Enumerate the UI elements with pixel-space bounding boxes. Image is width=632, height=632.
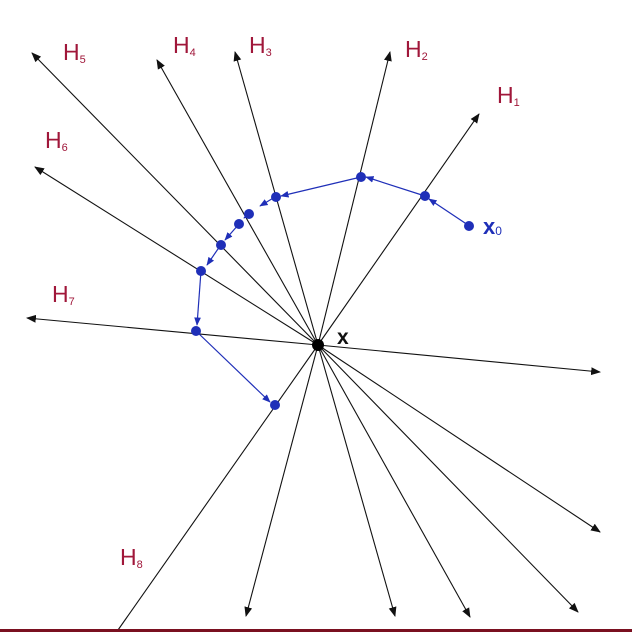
label-H3-sub: 3 — [265, 47, 272, 59]
start-label-sub: 0 — [495, 224, 502, 238]
hyperplane-H2-lower — [318, 345, 395, 616]
hyperplane-H2-line — [318, 52, 390, 345]
label-H4-sub: 4 — [189, 47, 196, 59]
hyperplane-H4-line — [157, 60, 318, 345]
hyperplane-H5-lower — [318, 345, 600, 532]
iterate-point-x9 — [270, 400, 280, 410]
label-H5 — [63, 39, 86, 66]
hyperplane-H8-line — [118, 345, 318, 630]
label-H2-main: H — [405, 36, 422, 62]
label-H2 — [405, 36, 428, 63]
hyperplane-H1-line — [318, 114, 479, 345]
label-H4 — [173, 32, 196, 59]
start-label — [483, 214, 502, 239]
label-H3-main: H — [249, 32, 266, 58]
iterate-point-x3 — [271, 192, 281, 202]
iterate-point-x7 — [196, 266, 206, 276]
center-label: x — [337, 326, 349, 349]
hyperplane-H1-lower — [318, 345, 578, 612]
label-H7-sub: 7 — [68, 296, 75, 308]
iterate-point-x1 — [420, 191, 430, 201]
label-H5-main: H — [63, 39, 80, 65]
label-H6-main: H — [45, 127, 62, 153]
iterate-point-x4 — [244, 209, 254, 219]
label-H6-sub: 6 — [61, 142, 68, 154]
hyperplane-lines — [27, 52, 600, 630]
hyperplane-H7-line — [27, 318, 318, 345]
label-H7-main: H — [52, 281, 69, 307]
label-H4-main: H — [173, 32, 190, 58]
label-H1-main: H — [497, 82, 514, 108]
hyperplane-H3-lower — [246, 345, 318, 616]
path-step-3 — [281, 177, 361, 196]
label-H8-main: H — [120, 544, 137, 570]
iterate-point-x6 — [216, 240, 226, 250]
iterate-point-x0 — [464, 221, 474, 231]
start-label-main: x — [483, 214, 496, 239]
center-point-x — [312, 339, 324, 351]
path-step-9 — [196, 331, 270, 402]
label-H3 — [249, 32, 272, 59]
label-H7 — [52, 281, 75, 308]
path-step-1 — [429, 199, 468, 225]
iterate-point-x2 — [356, 172, 366, 182]
path-step-2 — [366, 177, 425, 196]
label-H1 — [497, 82, 520, 109]
label-H8 — [120, 544, 143, 571]
label-H5-sub: 5 — [79, 54, 86, 66]
label-H8-sub: 8 — [136, 559, 143, 571]
hyperplane-H4-lower — [318, 345, 470, 617]
label-H6 — [45, 127, 68, 154]
iterate-point-x5 — [234, 219, 244, 229]
label-H2-sub: 2 — [421, 51, 428, 63]
hyperplane-labels — [45, 32, 520, 571]
hyperplane-H6-lower — [318, 345, 600, 372]
path-step-8 — [197, 271, 201, 325]
iterate-point-x8 — [191, 326, 201, 336]
iterate-points — [191, 172, 474, 410]
label-H1-sub: 1 — [513, 97, 520, 109]
